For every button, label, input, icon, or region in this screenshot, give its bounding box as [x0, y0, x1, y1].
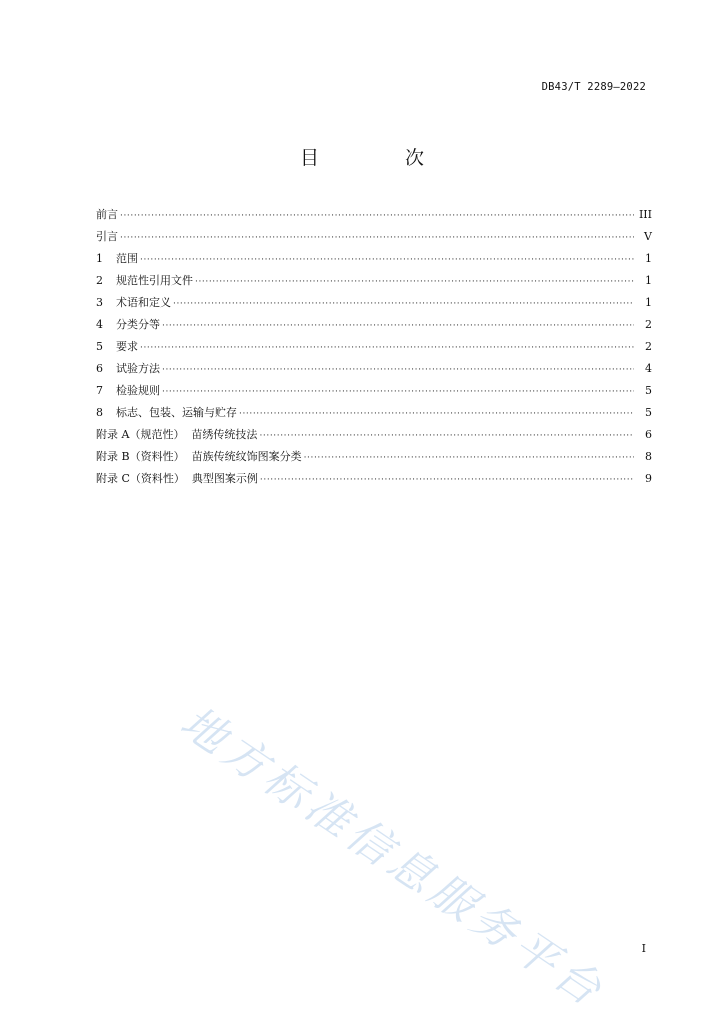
toc-entry[interactable]	[96, 204, 652, 226]
page-number: I	[641, 942, 646, 955]
toc-entry-page: 1	[645, 252, 652, 265]
toc-leader-dots	[120, 227, 634, 249]
toc-entry[interactable]	[96, 468, 652, 490]
toc-entry[interactable]	[96, 446, 652, 468]
toc-entry-label: 要求	[116, 340, 138, 353]
toc-entry-label: 前言	[96, 208, 118, 221]
toc-entry-page: 2	[645, 318, 652, 331]
toc-entry[interactable]	[96, 336, 652, 358]
toc-leader-dots	[140, 249, 634, 271]
toc-leader-dots	[173, 293, 634, 315]
toc-leader-dots	[120, 205, 634, 227]
toc-leader-dots	[140, 337, 634, 359]
toc-leader-dots	[260, 469, 634, 491]
watermark: 地方标准信息服务平台	[171, 696, 615, 1019]
toc-entry-label: 引言	[96, 230, 118, 243]
toc-entry[interactable]	[96, 292, 652, 314]
toc-entry-label: 规范性引用文件	[116, 274, 193, 287]
page-title: 目 次	[299, 147, 465, 169]
toc-entry-page: 1	[645, 274, 652, 287]
toc-entry-number: 3	[96, 296, 103, 309]
toc-entry-number: 1	[96, 252, 103, 265]
toc-entry-page: III	[638, 208, 652, 221]
toc-entry-label: 附录 C（资料性） 典型图案示例	[96, 472, 258, 485]
toc-entry-page: 1	[645, 296, 652, 309]
table-of-contents	[96, 204, 652, 490]
toc-entry-page: 6	[645, 428, 652, 441]
toc-entry-label: 附录 B（资料性） 苗族传统纹饰图案分类	[96, 450, 302, 463]
toc-entry-number: 5	[96, 340, 103, 353]
toc-entry[interactable]	[96, 402, 652, 424]
toc-leader-dots	[239, 403, 634, 425]
toc-entry[interactable]	[96, 358, 652, 380]
toc-leader-dots	[304, 447, 634, 469]
toc-entry-number: 7	[96, 384, 103, 397]
toc-entry-label: 范围	[116, 252, 138, 265]
toc-leader-dots	[259, 425, 634, 447]
toc-entry-number: 2	[96, 274, 103, 287]
toc-entry-page: 9	[645, 472, 652, 485]
toc-entry-page: 4	[645, 362, 652, 375]
toc-leader-dots	[162, 381, 634, 403]
toc-leader-dots	[162, 359, 634, 381]
toc-entry-label: 分类分等	[116, 318, 160, 331]
toc-entry-page: 5	[645, 406, 652, 419]
toc-entry-number: 6	[96, 362, 103, 375]
toc-entry-label: 术语和定义	[116, 296, 171, 309]
toc-entry-label: 标志、包装、运输与贮存	[116, 406, 237, 419]
toc-entry[interactable]	[96, 226, 652, 248]
toc-entry[interactable]	[96, 424, 652, 446]
document-code: DB43/T 2289—2022	[541, 81, 646, 93]
toc-entry-page: 8	[645, 450, 652, 463]
toc-entry-label: 试验方法	[116, 362, 160, 375]
toc-entry[interactable]	[96, 270, 652, 292]
toc-leader-dots	[162, 315, 634, 337]
toc-entry-label: 检验规则	[116, 384, 160, 397]
toc-entry[interactable]	[96, 248, 652, 270]
toc-entry-page: 2	[645, 340, 652, 353]
toc-entry[interactable]	[96, 314, 652, 336]
toc-entry[interactable]	[96, 380, 652, 402]
toc-entry-number: 4	[96, 318, 103, 331]
toc-entry-label: 附录 A（规范性） 苗绣传统技法	[96, 428, 258, 441]
toc-entry-number: 8	[96, 406, 103, 419]
toc-entry-page: 5	[645, 384, 652, 397]
toc-entry-page: V	[644, 230, 652, 243]
toc-leader-dots	[195, 271, 634, 293]
